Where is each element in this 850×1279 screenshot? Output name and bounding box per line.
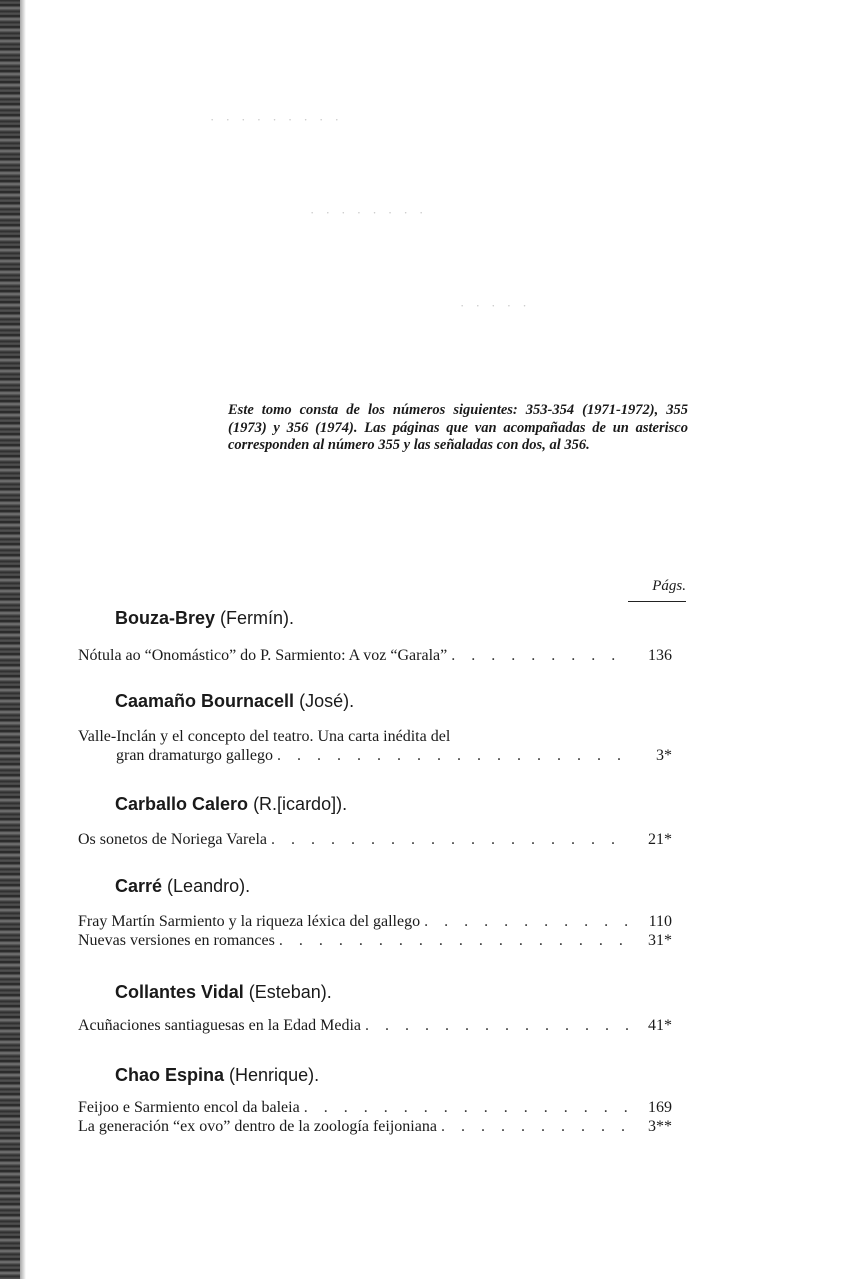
bleed-through-mark: · · · · · bbox=[460, 298, 531, 313]
entry-title: Acuñaciones santiaguesas en la Edad Media bbox=[78, 1017, 362, 1034]
leader-dots bbox=[267, 830, 632, 849]
entry-title: Nótula ao “Onomástico” do P. Sarmiento: A voz “Garala” bbox=[78, 647, 448, 664]
author-surname: Chao Espina bbox=[115, 1065, 225, 1085]
volume-note: Este tomo consta de los números siguientes: 353-354 (1971-1972), 355 (1973) y 356 (1974). Las páginas que van acompañadas de un asterisco corresponden al número 355 y las señaladas con dos, al 356. bbox=[228, 402, 688, 453]
author-heading bbox=[115, 794, 347, 815]
author-surname: Carballo Calero bbox=[115, 794, 249, 814]
entry-title: Feijoo e Sarmiento encol da baleia bbox=[78, 1099, 300, 1116]
entry-page: 41* bbox=[648, 1017, 672, 1034]
pages-column-header: Págs. bbox=[628, 578, 686, 602]
entry-title: Fray Martín Sarmiento y la riqueza léxica del gallego bbox=[78, 913, 421, 930]
book-binding-edge bbox=[0, 0, 20, 1279]
entry-page: 21* bbox=[648, 831, 672, 848]
bleed-through-mark: · · · · · · · · bbox=[310, 205, 428, 220]
index-entry bbox=[78, 727, 672, 765]
index-entry bbox=[78, 912, 672, 950]
bleed-through-mark: · · · · · · · · · bbox=[210, 112, 343, 127]
author-surname: Caamaño Bournacell bbox=[115, 691, 295, 711]
author-surname: Bouza-Brey bbox=[115, 608, 216, 628]
author-given-name: (R.[icardo]). bbox=[253, 794, 348, 814]
leader-dots bbox=[273, 746, 632, 765]
entry-page: 136 bbox=[648, 647, 672, 664]
leader-dots bbox=[420, 912, 632, 931]
entry-title-line-2: gran dramaturgo gallego bbox=[116, 747, 273, 764]
author-given-name: (Fermín). bbox=[220, 608, 295, 628]
leader-dots bbox=[300, 1098, 632, 1117]
author-heading bbox=[115, 1065, 319, 1086]
index-entry bbox=[78, 646, 672, 665]
author-surname: Collantes Vidal bbox=[115, 982, 244, 1002]
entry-title: Nuevas versiones en romances bbox=[78, 932, 275, 949]
leader-dots bbox=[447, 646, 632, 665]
leader-dots bbox=[437, 1117, 632, 1136]
entry-title: Os sonetos de Noriega Varela bbox=[78, 831, 267, 848]
entry-page: 31* bbox=[648, 932, 672, 949]
author-heading bbox=[115, 876, 250, 897]
index-entry bbox=[78, 1016, 672, 1035]
entry-page: 169 bbox=[648, 1099, 672, 1116]
leader-dots bbox=[361, 1016, 632, 1035]
index-entry bbox=[78, 1098, 672, 1136]
index-entry bbox=[78, 830, 672, 849]
author-heading bbox=[115, 608, 294, 629]
author-given-name: (Henrique). bbox=[229, 1065, 320, 1085]
entry-page: 3* bbox=[656, 747, 672, 764]
entry-title: La generación “ex ovo” dentro de la zoología feijoniana bbox=[78, 1118, 437, 1135]
author-heading bbox=[115, 691, 354, 712]
author-given-name: (Leandro). bbox=[167, 876, 251, 896]
entry-page: 110 bbox=[648, 913, 672, 930]
leader-dots bbox=[275, 931, 632, 950]
author-given-name: (Esteban). bbox=[248, 982, 332, 1002]
author-surname: Carré bbox=[115, 876, 163, 896]
entry-title-line-1: Valle-Inclán y el concepto del teatro. Una carta inédita del bbox=[78, 728, 451, 745]
entry-page: 3** bbox=[648, 1118, 672, 1135]
author-given-name: (José). bbox=[299, 691, 355, 711]
author-heading bbox=[115, 982, 332, 1003]
